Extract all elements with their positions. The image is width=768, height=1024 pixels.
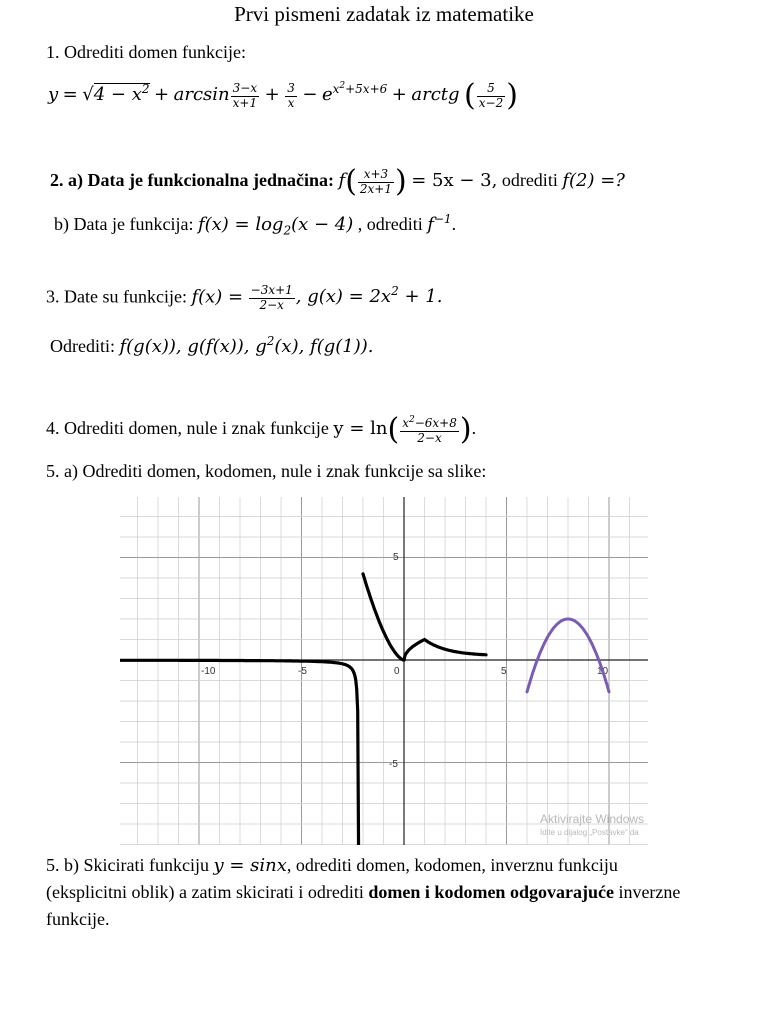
- task2b: b) Data je funkcija: $f(x) = \log_2(x - 4)$ , odrediti $f^{-1}$.: [54, 212, 457, 238]
- graph-grid: [120, 497, 648, 845]
- t5b-math: y = sinx: [213, 855, 287, 876]
- t1-plus-1: +: [154, 84, 170, 106]
- t1-sqrt-symbol: √: [82, 84, 94, 106]
- windows-activation-watermark: Aktivirajte Windows Idite u dijalog „Postavke“ da: [540, 812, 645, 837]
- t1-arctg-frac: $\frac{5}{x-2}$: [478, 80, 504, 110]
- tick-y-5: 5: [393, 552, 399, 563]
- t2a-f: f: [338, 170, 346, 192]
- t4-frac: $\frac{x^2-6x+8}{2-x}$: [402, 414, 457, 445]
- t3-find-label: Odrediti:: [50, 336, 115, 356]
- t1-e: e: [321, 84, 333, 106]
- t4-label: 4. Odrediti domen, nule i znak funkcije: [46, 418, 329, 439]
- t1-plus-3: +: [391, 84, 407, 106]
- t1-arcsin: arcsin: [173, 84, 230, 106]
- curve-left-branch: [120, 660, 359, 845]
- t2a-find: f(2) =?: [562, 170, 625, 192]
- t2b-label: b) Data je funkcija:: [54, 214, 194, 234]
- task5b-line2: (eksplicitni oblik) a zatim skicirati i odrediti domen i kodomen odgovarajuće inverzne: [46, 882, 681, 902]
- t1-arctg: arctg: [411, 84, 460, 106]
- t2a-label: 2. a) Data je funkcionalna jednačina:: [50, 170, 335, 191]
- tick-x-neg5: -5: [298, 666, 307, 677]
- t2a-rhs: = 5x − 3,: [411, 170, 498, 192]
- task1-label: 1. Odrediti domen funkcije:: [46, 42, 246, 62]
- t1-e-exp: x2+5x+6: [332, 81, 388, 97]
- task5b-line3: funkcije.: [46, 909, 110, 929]
- t2b-inverse: $f^{-1}$: [427, 212, 452, 235]
- t1-eq: =: [62, 84, 78, 106]
- tick-x-10: 10: [597, 666, 609, 677]
- function-graph: [120, 497, 648, 845]
- task5b-line1: 5. b) Skicirati funkciju y = sinx, odrediti domen, kodomen, inverznu funkciju: [46, 855, 618, 876]
- task5a-label: 5. a) Odrediti domen, kodomen, nule i znak funkcije sa slike:: [46, 461, 487, 481]
- t1-minus: −: [302, 84, 318, 106]
- task3-find: [50, 334, 374, 358]
- tick-x-0: 0: [394, 666, 400, 677]
- t2b-find-word: , odrediti: [357, 214, 423, 234]
- tick-x-neg10: -10: [201, 666, 216, 677]
- tick-x-5: 5: [501, 666, 507, 677]
- tick-y-neg5: -5: [389, 759, 398, 770]
- t2a-frac: $\frac{x+3}{2x+1}$: [359, 166, 392, 196]
- t3-label: 3. Date su funkcije:: [46, 286, 187, 307]
- task4: 4. Odrediti domen, nule i znak funkcije y = ln( $\frac{x^2-6x+8}{2-x}$ ).: [46, 412, 477, 447]
- t1-plus-2: +: [264, 84, 280, 106]
- t1-arcsin-frac: $\frac{3-x}{x+1}$: [232, 80, 258, 110]
- t2a-find-word: odrediti: [501, 170, 558, 191]
- t3-g-def: , $g(x) = 2x^2 + 1$.: [295, 284, 443, 308]
- task3: [46, 284, 442, 313]
- t3-find-exprs: f(g(x)), g(f(x)), $g^2(x)$, f(g(1)).: [119, 334, 374, 357]
- t1-y: y: [48, 84, 59, 106]
- t3-f-frac: $\frac{-3x+1}{2-x}$: [250, 283, 293, 312]
- t2b-func: $f(x) = \log_2(x - 4)$: [197, 214, 354, 238]
- t1-sqrt-content: $4 - x^2$: [93, 82, 150, 106]
- page-title: Prvi pismeni zadatak iz matematike: [234, 2, 534, 26]
- task2a: 2. a) Data je funkcionalna jednačina: f( $\frac{x+3}{2x+1}$ ) = 5x − 3, odrediti f(2) =?: [50, 164, 625, 199]
- task1-formula: $y = √4 - x^2 + \arcsin$ $\frac{3-x}{x+1}$ + $\frac{3}{x}$ − $e^{x^2+5x+6}$ + arctg ( $\frac{5}{x-2}$ ): [48, 78, 518, 113]
- t1-frac2: $\frac{3}{x}$: [287, 80, 295, 110]
- t3-f-lhs: f(x) =: [191, 286, 244, 308]
- t4-y-ln: y = ln: [333, 418, 388, 440]
